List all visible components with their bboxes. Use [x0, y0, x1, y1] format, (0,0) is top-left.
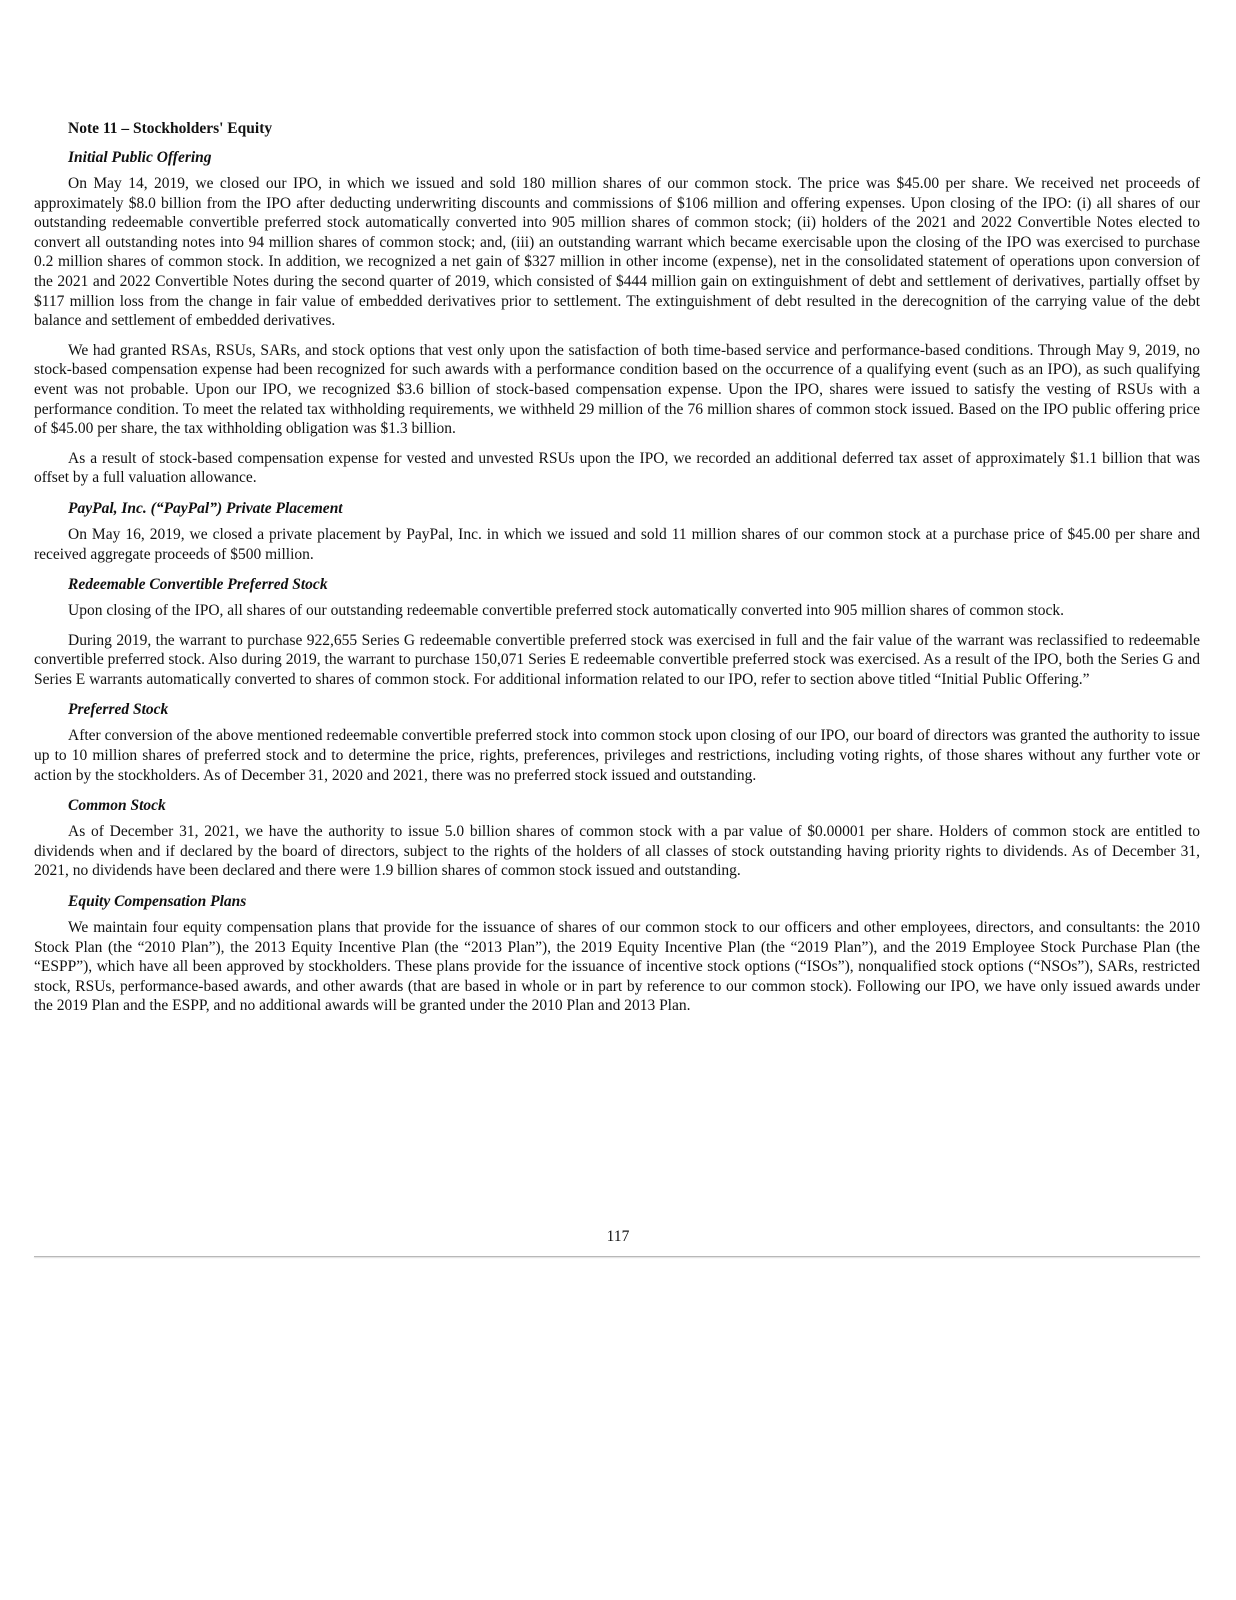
section-heading: Common Stock	[68, 797, 166, 815]
paragraph: During 2019, the warrant to purchase 922,655 Series G redeemable convertible preferred stock was exercised in full and the fair value of the warrant was reclassified to redeemable convertible preferred stock. Also during 2019, the warrant to purchase 150,071 Series E redeemable convertible preferred stock was exercised. As a result of the IPO, both the Series G and Series E warrants automatically converted to shares of common stock. For additional information related to our IPO, refer to section above titled “Initial Public Offering.”	[34, 631, 1200, 688]
paragraph: As of December 31, 2021, we have the authority to issue 5.0 billion shares of common stock with a par value of $0.00001 per share. Holders of common stock are entitled to dividends when and if declared by the board of directors, subject to the rights of the holders of all classes of stock outstanding having priority rights to dividends. As of December 31, 2021, no dividends have been declared and there were 1.9 billion shares of common stock issued and outstanding.	[34, 823, 1200, 880]
document-page	[34, 118, 1200, 1026]
note-title: Note 11 – Stockholders' Equity	[68, 120, 273, 137]
paragraph: We had granted RSAs, RSUs, SARs, and stock options that vest only upon the satisfaction of both time-based service and performance-based conditions. Through May 9, 2019, no stock-based compensation expense had been recognized for such awards with a performance condition based on the occurrence of a qualifying event (such as an IPO), as such qualifying event was not probable. Upon our IPO, we recognized $3.6 billion of stock-based compensation expense. Upon the IPO, shares were issued to satisfy the vesting of RSUs with a performance condition. To meet the related tax withholding requirements, we withheld 29 million of the 76 million shares of common stock issued. Based on the IPO public offering price of $45.00 per share, the tax withholding obligation was $1.3 billion.	[34, 341, 1200, 438]
paragraph: On May 14, 2019, we closed our IPO, in which we issued and sold 180 million shares of our common stock. The price was $45.00 per share. We received net proceeds of approximately $8.0 billion from the IPO after deducting underwriting discounts and commissions of $106 million and offering expenses. Upon closing of the IPO: (i) all shares of our outstanding redeemable convertible preferred stock automatically converted into 905 million shares of common stock; (ii) holders of the 2021 and 2022 Convertible Notes elected to convert all outstanding notes into 94 million shares of common stock; and, (iii) an outstanding warrant which became exercisable upon the closing of the IPO was exercised to purchase 0.2 million shares of common stock. In addition, we recognized a net gain of $327 million in other income (expense), net in the consolidated statement of operations upon conversion of the 2021 and 2022 Convertible Notes during the second quarter of 2019, which consisted of $444 million gain on extinguishment of debt and settlement of derivatives, partially offset by $117 million loss from the change in fair value of embedded derivatives prior to settlement. The extinguishment of debt resulted in the derecognition of the carrying value of the debt balance and settlement of embedded derivatives.	[34, 175, 1200, 330]
section-paypal-private-placement	[34, 498, 1200, 564]
paragraph: Upon closing of the IPO, all shares of our outstanding redeemable convertible preferred stock automatically converted into 905 million shares of common stock.	[68, 602, 1065, 620]
section-preferred-stock	[34, 699, 1200, 785]
section-heading: Redeemable Convertible Preferred Stock	[68, 576, 328, 594]
paragraph: We maintain four equity compensation plans that provide for the issuance of shares of our common stock to our officers and other employees, directors, and consultants: the 2010 Stock Plan (the “2010 Plan”), the 2013 Equity Incentive Plan (the “2013 Plan”), the 2019 Equity Incentive Plan (the “2019 Plan”), and the 2019 Employee Stock Purchase Plan (the “ESPP”), which have all been approved by stockholders. These plans provide for the issuance of incentive stock options (“ISOs”), nonqualified stock options (“NSOs”), SARs, restricted stock, RSUs, performance-based awards, and other awards (that are based in whole or in part by reference to our common stock). Following our IPO, we have only issued awards under the 2019 Plan and the ESPP, and no additional awards will be granted under the 2010 Plan and 2013 Plan.	[34, 919, 1200, 1015]
section-equity-compensation-plans	[34, 891, 1200, 1016]
footer-divider	[34, 1256, 1200, 1257]
section-heading: Equity Compensation Plans	[68, 893, 247, 911]
section-common-stock	[34, 795, 1200, 881]
page-number: 117	[606, 1228, 630, 1245]
section-redeemable-convertible-preferred-stock	[34, 574, 1200, 689]
paragraph: After conversion of the above mentioned redeemable convertible preferred stock into common stock upon closing of our IPO, our board of directors was granted the authority to issue up to 10 million shares of preferred stock and to determine the price, rights, preferences, privileges and restrictions, including voting rights, of those shares without any further vote or action by the stockholders. As of December 31, 2020 and 2021, there was no preferred stock issued and outstanding.	[34, 727, 1200, 784]
paragraph: On May 16, 2019, we closed a private placement by PayPal, Inc. in which we issued and sold 11 million shares of our common stock at a purchase price of $45.00 per share and received aggregate proceeds of $500 million.	[34, 525, 1200, 563]
section-heading: PayPal, Inc. (“PayPal”) Private Placement	[68, 499, 343, 517]
section-heading: Initial Public Offering	[68, 149, 212, 166]
paragraph: As a result of stock-based compensation expense for vested and unvested RSUs upon the IPO, we recorded an additional deferred tax asset of approximately $1.1 billion that was offset by a full valuation allowance.	[34, 449, 1200, 487]
section-heading: Preferred Stock	[68, 701, 169, 719]
section-initial-public-offering	[34, 147, 1200, 488]
